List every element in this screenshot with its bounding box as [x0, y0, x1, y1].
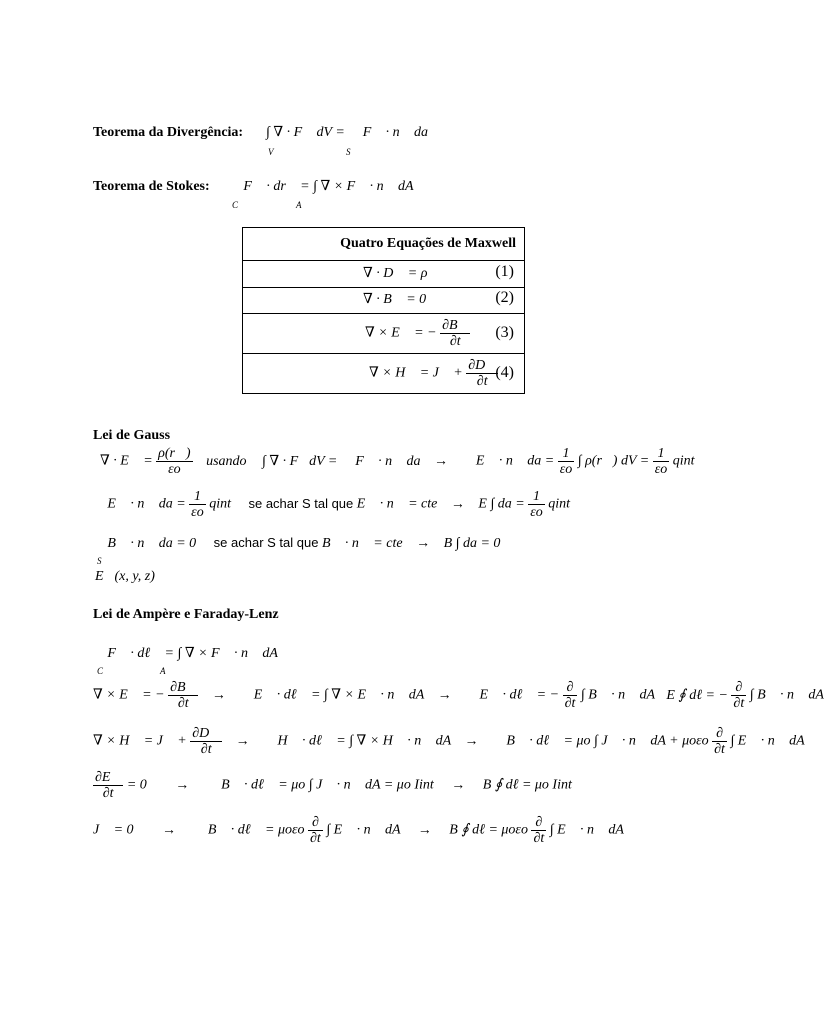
- ampere-line2-d: ∫ B⃗ · n⃗ dA: [580, 687, 655, 703]
- stokes-theorem-label: Teorema de Stokes:: [93, 179, 210, 194]
- ampere-line3-arrow-2: →: [464, 733, 479, 749]
- maxwell-eq-1: ∇ · D⃗ = ρ: [363, 266, 428, 281]
- gauss-line3-cond: B⃗ · n⃗ = cte: [321, 536, 403, 551]
- maxwell-eq-2: ∇ · B⃗ = 0: [363, 292, 427, 307]
- ampere-line5-c: ∫ E⃗ · n⃗ dA: [326, 822, 401, 838]
- gauss-line-2: [93, 489, 570, 520]
- gauss-line1-d: ∫ ρ(r⃗) dV =: [577, 453, 650, 469]
- gauss-line2-frac2-den: εo: [530, 505, 543, 520]
- gauss-line1-frac-num: ρ(r⃗): [158, 446, 191, 461]
- stokes-sub-a: A: [296, 200, 302, 210]
- ampere-line2-frac3-num: ∂: [731, 680, 746, 696]
- stokes-sub-c: C: [232, 200, 239, 210]
- gauss-line2-q2: qint: [548, 496, 571, 512]
- ampere-line2-a: ∇ × E⃗ = −: [93, 687, 165, 703]
- ampere-line5-arrow-2: →: [417, 822, 432, 838]
- gauss-line1-frac3-den: εo: [654, 462, 668, 477]
- ampere-line2-f: ∫ B⃗ · n⃗ dA: [749, 687, 824, 703]
- maxwell-row-1: [243, 260, 524, 287]
- maxwell-table-title: Quatro Equações de Maxwell: [340, 236, 516, 251]
- maxwell-eq-4: [369, 358, 498, 389]
- ampere-line2-c: ∮ E⃗ · dℓ⃗ = −: [465, 687, 560, 703]
- gauss-line3-sub-s: S: [97, 556, 102, 566]
- ampere-line1-sub-c: C: [97, 666, 104, 676]
- gauss-line3-a: ∮ B⃗ · n⃗ da = 0: [93, 536, 197, 551]
- ampere-line2-frac2-num: ∂: [563, 680, 578, 696]
- ampere-line4-arrow-1: →: [175, 777, 190, 793]
- gauss-line1-c: ∮ E⃗ · n⃗ da =: [461, 453, 555, 469]
- ampere-line5-frac-den: ∂t: [310, 831, 321, 846]
- maxwell-eq-3-frac-den: ∂t: [449, 334, 461, 349]
- maxwell-row-4: [243, 353, 524, 394]
- gauss-line-1: [100, 446, 695, 477]
- ampere-line2-e: E ∮ dℓ = −: [666, 687, 728, 703]
- gauss-line2-text: se achar S tal que: [248, 495, 354, 511]
- ampere-line2-frac-den: ∂t: [177, 696, 189, 711]
- gauss-line1-frac2-num: 1: [558, 446, 575, 462]
- ampere-line2-arrow-2: →: [437, 687, 452, 703]
- ampere-line2-frac3-den: ∂t: [733, 696, 745, 711]
- gauss-line1-e: qint: [672, 453, 695, 469]
- gauss-line1-frac-den: εo: [168, 462, 181, 477]
- ampere-line-3: [93, 726, 805, 757]
- ampere-line5-frac-num: ∂: [308, 815, 323, 831]
- gauss-line-4: E⃗(x, y, z): [95, 569, 155, 584]
- gauss-line3-text: se achar S tal que: [213, 535, 319, 550]
- gauss-line-3: [93, 535, 500, 552]
- ampere-line3-frac-num: ∂D⃗: [192, 726, 221, 741]
- gauss-line2-frac-num: 1: [189, 489, 206, 505]
- ampere-line2-frac2-den: ∂t: [564, 696, 576, 711]
- gauss-line3-b: B ∫ da = 0: [443, 536, 501, 551]
- maxwell-eq-3-left: ∇ × E⃗ = −: [365, 325, 437, 341]
- ampere-line3-c: ∮ B⃗ · dℓ⃗ = μo ∫ J⃗ · n⃗ dA + μoεo: [491, 733, 709, 749]
- gauss-line3-arrow: →: [416, 536, 431, 551]
- ampere-line4-frac-num: ∂E⃗: [95, 770, 122, 785]
- ampere-line2-arrow-1: →: [211, 687, 226, 703]
- gauss-line1-arrow: →: [434, 453, 449, 469]
- maxwell-eq-4-frac-num: ∂D⃗: [468, 358, 497, 373]
- ampere-line1-sub-a: A: [160, 666, 166, 676]
- gauss-line1-frac3-num: 1: [653, 446, 670, 462]
- ampere-line-4: [93, 770, 572, 801]
- maxwell-eq-3: [365, 318, 470, 349]
- gauss-heading: Lei de Gauss: [93, 428, 171, 443]
- ampere-line5-a: J⃗ = 0⃗: [93, 822, 145, 838]
- ampere-line5-arrow-1: →: [161, 822, 176, 838]
- ampere-line-5: [93, 815, 624, 846]
- ampere-line5-b: ∮ B⃗ · dℓ⃗ = μoεo: [193, 822, 305, 838]
- ampere-line5-d: B ∮ dℓ = μoεo: [449, 822, 528, 838]
- ampere-line2-b: ∮ E⃗ · dℓ⃗ = ∫ ∇ × E⃗ · n⃗ dA: [239, 687, 425, 703]
- maxwell-eq-number-3: (3): [495, 324, 514, 341]
- ampere-line4-b: ∮ B⃗ · dℓ⃗ = μo ∫ J⃗ · n⃗ dA = μo Iint: [206, 777, 434, 793]
- ampere-line4-arrow-2: →: [451, 777, 466, 793]
- gauss-line2-b: E ∫ da =: [478, 496, 525, 512]
- ampere-line3-frac2-num: ∂: [712, 726, 727, 742]
- ampere-line5-frac2-num: ∂: [531, 815, 546, 831]
- gauss-line2-cond: E⃗ · n⃗ = cte: [356, 496, 438, 512]
- gauss-usando: usando: [206, 453, 247, 469]
- ampere-line2-frac-num: ∂B⃗: [170, 680, 197, 695]
- divergence-theorem-equation: ∫ ∇ · F⃗ dV = ∮ F⃗ · n⃗ da: [266, 125, 429, 140]
- ampere-line3-arrow-1: →: [235, 733, 250, 749]
- maxwell-equations-table: [242, 227, 525, 394]
- ampere-line4-frac-den: ∂t: [102, 786, 114, 801]
- maxwell-row-2: [243, 287, 524, 313]
- maxwell-row-3: [243, 313, 524, 353]
- divergence-sub-v: V: [268, 147, 274, 157]
- ampere-line3-frac2-den: ∂t: [714, 742, 725, 757]
- ampere-line5-e: ∫ E⃗ · n⃗ dA: [549, 822, 624, 838]
- divergence-sub-s: S: [346, 147, 351, 157]
- gauss-line2-a: ∮ E⃗ · n⃗ da =: [93, 496, 186, 512]
- maxwell-eq-number-1: (1): [495, 263, 514, 280]
- gauss-line2-frac-den: εo: [191, 505, 204, 520]
- divergence-theorem-label: Teorema da Divergência:: [93, 125, 244, 140]
- ampere-line-1: ∮ F⃗ · dℓ⃗ = ∫ ∇ × F⃗ · n⃗ dA: [93, 646, 278, 661]
- ampere-line3-frac-den: ∂t: [200, 742, 212, 757]
- gauss-line2-arrow: →: [450, 496, 465, 512]
- stokes-theorem-equation: ∮ F⃗ · dr⃗ = ∫ ∇ × F⃗ · n⃗ dA: [229, 179, 414, 194]
- maxwell-eq-number-2: (2): [495, 289, 514, 306]
- ampere-line3-d: ∫ E⃗ · n⃗ dA: [730, 733, 805, 749]
- ampere-line4-c: B ∮ dℓ = μo Iint: [482, 777, 572, 793]
- gauss-line2-frac2-num: 1: [528, 489, 545, 505]
- ampere-line4-a: = 0⃗: [126, 777, 158, 793]
- ampere-line-2: [93, 680, 824, 711]
- ampere-line5-frac2-den: ∂t: [533, 831, 545, 846]
- gauss-line1-a: ∇ · E⃗ =: [100, 453, 153, 469]
- ampere-heading: Lei de Ampère e Faraday-Lenz: [93, 607, 279, 622]
- ampere-line3-a: ∇ × H⃗ = J⃗ +: [93, 733, 187, 749]
- ampere-line3-b: ∮ H⃗ · dℓ⃗ = ∫ ∇ × H⃗ · n⃗ dA: [263, 733, 451, 749]
- maxwell-eq-4-frac-den: ∂t: [476, 374, 488, 389]
- gauss-line1-b: ∫ ∇ · F⃗dV = ∮ F⃗ · n⃗ da: [262, 453, 421, 469]
- gauss-line2-q: qint: [209, 496, 231, 512]
- maxwell-eq-3-frac-num: ∂B⃗: [442, 318, 469, 333]
- maxwell-eq-4-left: ∇ × H⃗ = J⃗ +: [369, 365, 463, 381]
- gauss-line1-frac2-den: εo: [559, 462, 573, 477]
- maxwell-eq-number-4: (4): [495, 364, 514, 381]
